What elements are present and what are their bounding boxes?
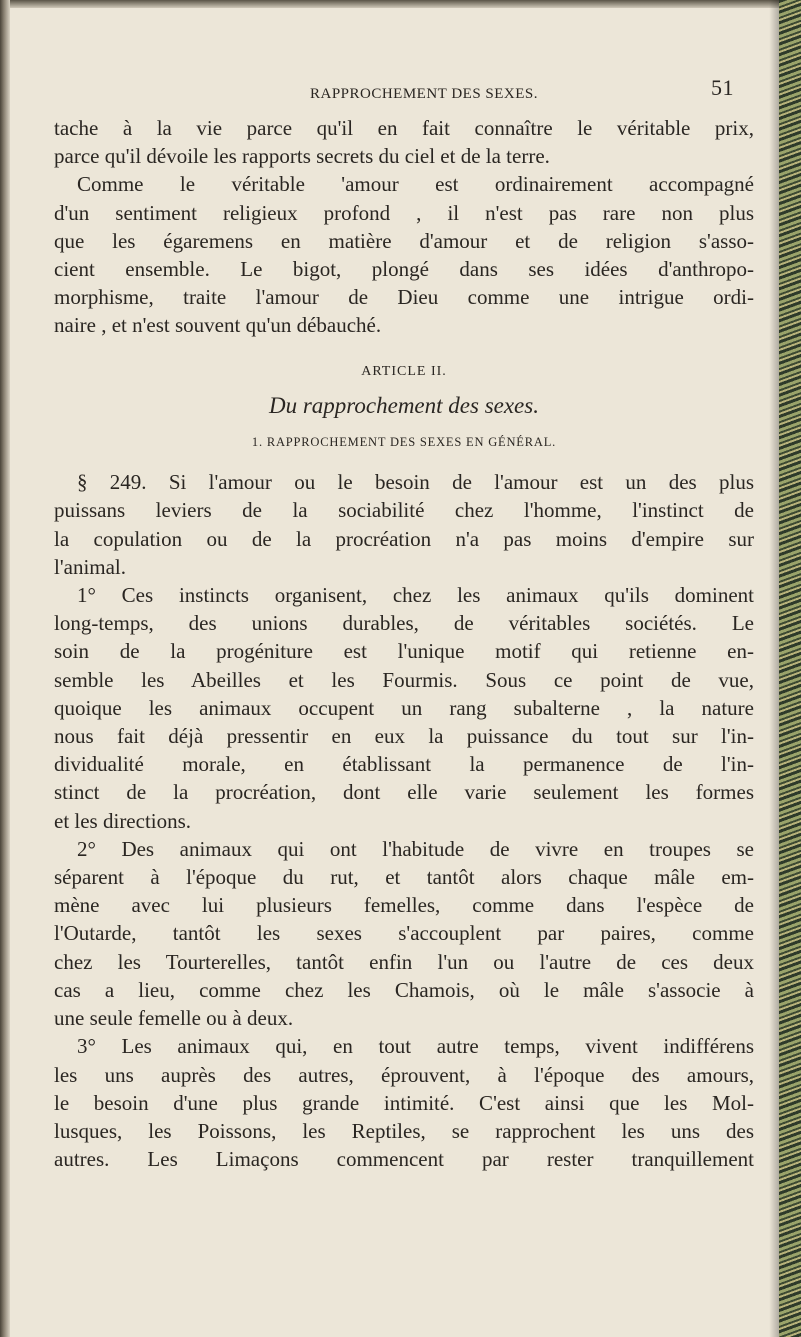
text-line: stinct de la procréation, dont elle varie seulement les formes [54, 780, 754, 805]
text-line: la copulation ou de la procréation n'a pas moins d'empire sur [54, 526, 754, 551]
text-line: § 249. Si l'amour ou le besoin de l'amour est un des plus [77, 470, 754, 495]
text-line: que les égaremens en matière d'amour et de religion s'asso- [54, 228, 754, 253]
text-line: l'Outarde, tantôt les sexes s'accouplent par paires, comme [54, 921, 754, 946]
page-text [54, 75, 754, 1173]
text-line: dividualité morale, en établissant la permanence de l'in- [54, 752, 754, 777]
spine-shadow [769, 0, 779, 1337]
article-title: Du rapprochement des sexes. [269, 392, 539, 418]
text-line: cas a lieu, comme chez les Chamois, où le mâle s'associe à [54, 977, 754, 1002]
text-line: 2° Des animaux qui ont l'habitude de vivre en troupes se [77, 836, 754, 861]
running-header [54, 75, 754, 112]
text-line: semble les Abeilles et les Fourmis. Sous ce point de vue, [54, 667, 754, 692]
book-spine [779, 0, 801, 1337]
page-top-edge [0, 0, 801, 8]
article-label: ARTICLE II. [361, 363, 447, 379]
paragraph-5 [54, 835, 754, 1032]
text-line: une seule femelle ou à deux. [54, 1006, 294, 1031]
text-line: naire , et n'est souvent qu'un débauché. [54, 313, 382, 338]
page-left-edge [0, 0, 10, 1337]
paragraph-4 [54, 581, 754, 835]
text-line: Comme le véritable 'amour est ordinairement accompagné [77, 172, 754, 197]
text-line: le besoin d'une plus grande intimité. C'est ainsi que les Mol- [54, 1090, 754, 1115]
section-subheading: 1. RAPPROCHEMENT DES SEXES EN GÉNÉRAL. [251, 435, 557, 450]
running-title: RAPPROCHEMENT DES SEXES. [309, 86, 538, 102]
paragraph-2 [54, 170, 754, 339]
paragraph-1 [54, 114, 754, 170]
text-line: parce qu'il dévoile les rapports secrets du ciel et de la terre. [54, 144, 550, 169]
text-line: quoique les animaux occupent un rang subalterne , la nature [54, 695, 754, 720]
text-line: 3° Les animaux qui, en tout autre temps, vivent indifférens [77, 1034, 754, 1059]
text-line: puissans leviers de la sociabilité chez l'homme, l'instinct de [54, 498, 754, 523]
text-line: soin de la progéniture est l'unique motif qui retienne en- [54, 639, 754, 664]
text-line: tache à la vie parce qu'il en fait connaître le véritable prix, [54, 116, 754, 140]
text-line: nous fait déjà pressentir en eux la puissance du tout sur l'in- [54, 724, 754, 749]
paragraph-3 [54, 468, 754, 581]
text-line: mène avec lui plusieurs femelles, comme dans l'espèce de [54, 893, 754, 918]
text-line: l'animal. [54, 554, 127, 579]
page-number: 51 [711, 75, 734, 100]
text-line: cient ensemble. Le bigot, plongé dans ses idées d'anthropo- [54, 257, 754, 282]
text-line: autres. Les Limaçons commencent par rester tranquillement [54, 1147, 754, 1172]
text-line: chez les Tourterelles, tantôt enfin l'un ou l'autre de ces deux [54, 949, 754, 974]
text-line: d'un sentiment religieux profond , il n'est pas rare non plus [54, 200, 754, 225]
text-line: lusques, les Poissons, les Reptiles, se rapprochent les uns des [54, 1118, 754, 1143]
text-line: séparent à l'époque du rut, et tantôt alors chaque mâle em- [54, 865, 754, 890]
text-line: et les directions. [54, 808, 192, 833]
text-line: long-temps, des unions durables, de véritables sociétés. Le [54, 611, 754, 636]
text-line: les uns auprès des autres, éprouvent, à l'époque des amours, [54, 1062, 754, 1087]
text-line: 1° Ces instincts organisent, chez les animaux qu'ils dominent [77, 583, 754, 608]
text-line: morphisme, traite l'amour de Dieu comme une intrigue ordi- [54, 285, 754, 310]
paragraph-6 [54, 1032, 754, 1173]
